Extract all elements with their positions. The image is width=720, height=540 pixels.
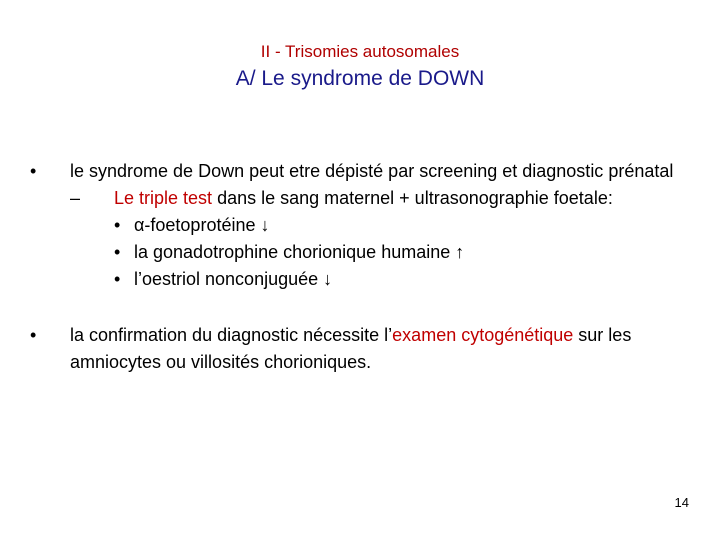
- marker-text: α-foetoprotéine ↓: [134, 215, 270, 235]
- marker-text: l’oestriol nonconjuguée ↓: [134, 269, 333, 289]
- bullet-list: [30, 158, 690, 376]
- bullet-marker: •: [114, 215, 121, 235]
- marker-list: [114, 212, 690, 293]
- bullet-marker: •: [30, 325, 37, 345]
- sub-item-text: dans le sang maternel + ultrasonographie foetale:: [212, 188, 613, 208]
- cytogenetic-exam-highlight: examen cytogénétique: [392, 325, 574, 345]
- bullet-text: le syndrome de Down peut etre dépisté par screening et diagnostic prénatal: [70, 161, 674, 181]
- marker-item-afp: [114, 212, 690, 239]
- sub-item-triple-test: [70, 185, 690, 212]
- section-title: II - Trisomies autosomales: [260, 42, 460, 61]
- bullet-marker: •: [30, 161, 37, 181]
- bullet-marker: •: [114, 269, 121, 289]
- bullet-item-confirmation: [30, 322, 690, 376]
- marker-item-oestriol: [114, 266, 690, 293]
- marker-text: la gonadotrophine chorionique humaine ↑: [134, 242, 465, 262]
- triple-test-highlight: Le triple test: [114, 188, 213, 208]
- slide-title: A/ Le syndrome de DOWN: [235, 67, 485, 90]
- dash-marker: –: [70, 188, 81, 208]
- marker-item-hcg: [114, 239, 690, 266]
- page-number: 14: [674, 495, 689, 510]
- bullet-text: la confirmation du diagnostic nécessite l’: [70, 325, 393, 345]
- bullet-text-end: sur les amniocytes ou villosités chorioniques.: [70, 325, 632, 372]
- bullet-item-screening: [30, 158, 690, 293]
- bullet-marker: •: [114, 242, 121, 262]
